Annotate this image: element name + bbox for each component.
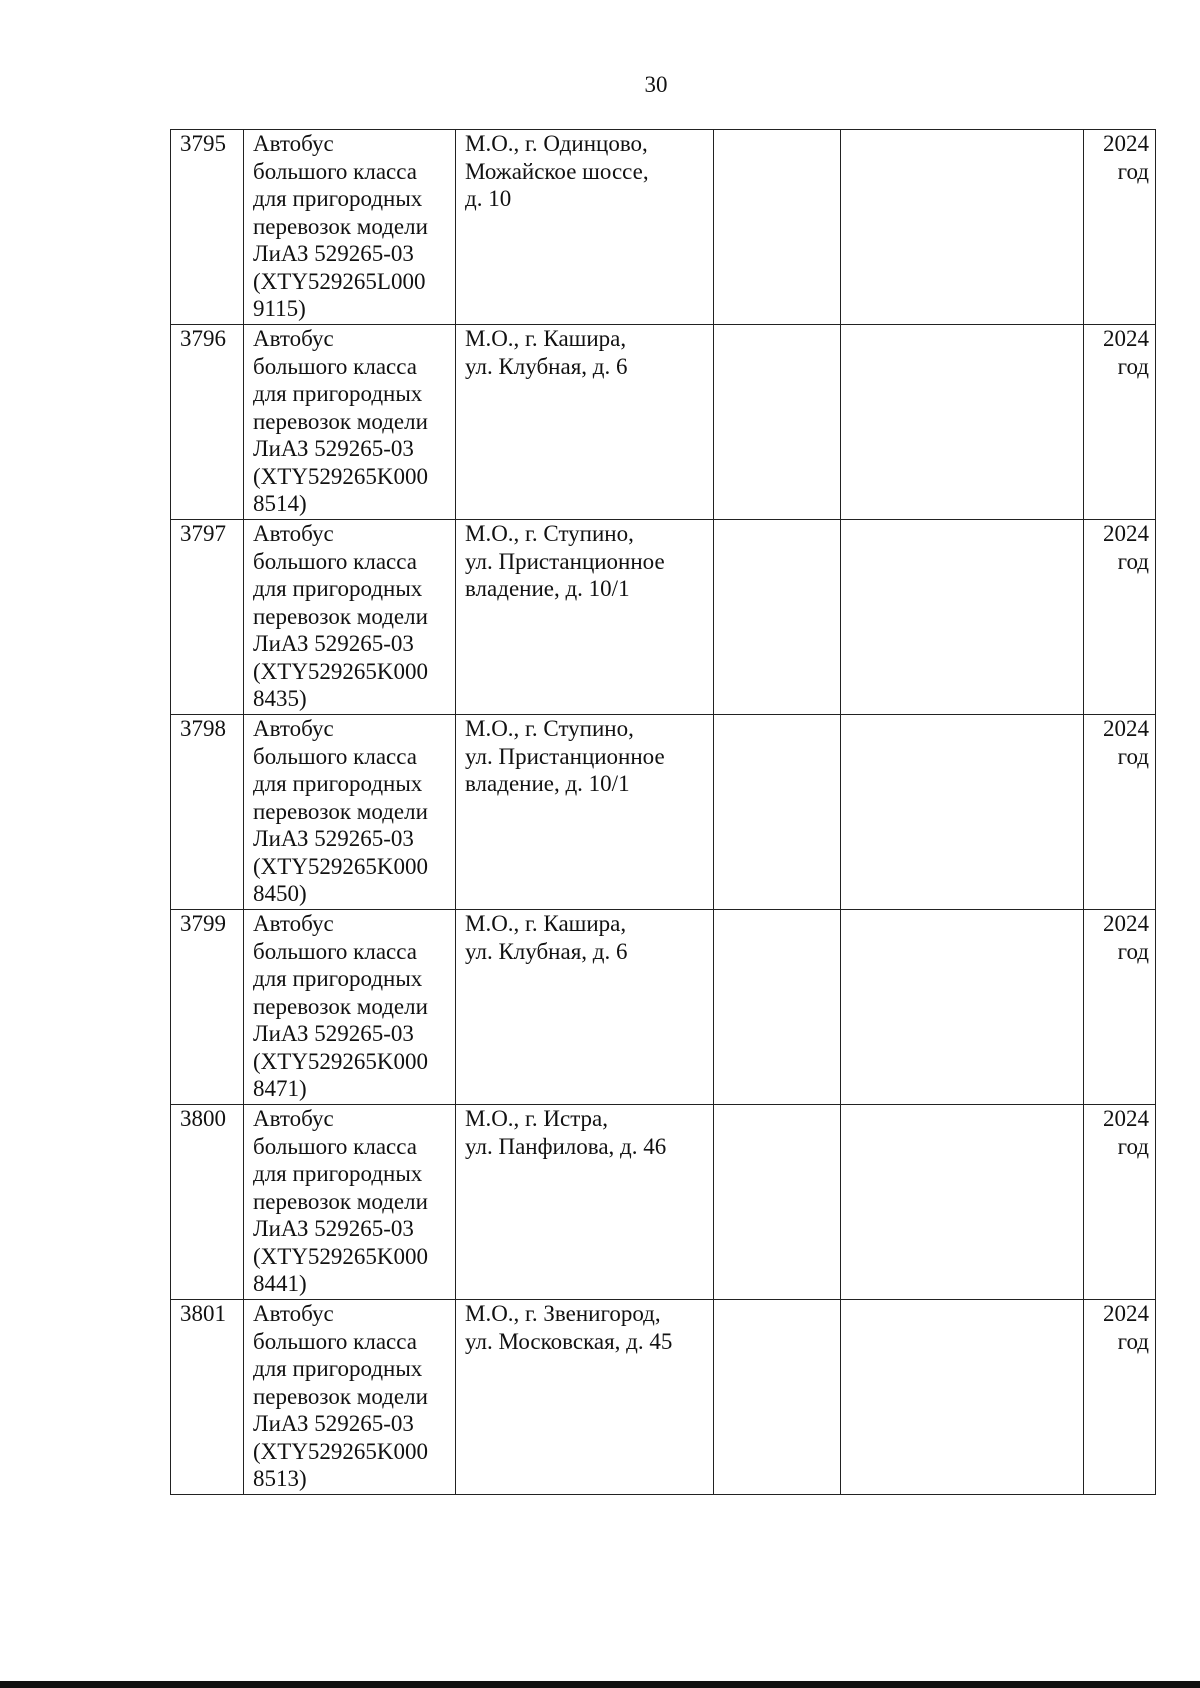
year-value: 2024: [1103, 521, 1149, 546]
vehicle-line: большого класса: [253, 1328, 417, 1354]
year-value: 2024: [1103, 1106, 1149, 1131]
row-number-cell: [171, 910, 244, 1105]
vehicle-line: (XTY529265L000: [253, 268, 426, 294]
row-number: 3797: [180, 521, 226, 546]
address-line: М.О., г. Ступино,: [465, 521, 634, 546]
address-cell: [456, 910, 714, 1105]
vehicle-line: Автобус: [253, 1106, 334, 1131]
vehicle-description-cell: [244, 715, 456, 910]
empty-cell: [714, 520, 841, 715]
year-cell: [1084, 910, 1156, 1105]
vehicle-line: для пригородных: [253, 186, 423, 211]
vehicle-line: Автобус: [253, 326, 334, 351]
vehicle-line: 8514): [253, 491, 307, 516]
empty-cell: [714, 1105, 841, 1300]
vehicle-description-cell: [244, 325, 456, 520]
vehicle-line: большого класса: [253, 548, 417, 574]
year-value: 2024: [1103, 1301, 1149, 1326]
vehicle-line: перевозок модели: [253, 603, 428, 629]
address-line: М.О., г. Одинцово,: [465, 131, 648, 156]
address-line: ул. Клубная, д. 6: [465, 938, 628, 964]
address-line: ул. Московская, д. 45: [465, 1328, 673, 1354]
empty-cell: [841, 910, 1084, 1105]
table-row: [171, 520, 1156, 715]
vehicle-line: Автобус: [253, 716, 334, 741]
vehicle-line: большого класса: [253, 743, 417, 769]
address-cell: [456, 520, 714, 715]
address-cell: [456, 325, 714, 520]
empty-cell: [714, 715, 841, 910]
year-cell: [1084, 1300, 1156, 1495]
vehicle-line: 8435): [253, 686, 307, 711]
empty-cell: [841, 520, 1084, 715]
empty-cell: [841, 715, 1084, 910]
vehicle-description-cell: [244, 130, 456, 325]
address-line: д. 10: [465, 186, 512, 211]
vehicle-description-cell: [244, 1300, 456, 1495]
address-line: Можайское шоссе,: [465, 158, 649, 184]
year-cell: [1084, 325, 1156, 520]
year-value: 2024: [1103, 716, 1149, 741]
vehicle-description-cell: [244, 520, 456, 715]
empty-cell: [714, 1300, 841, 1495]
vehicle-line: перевозок модели: [253, 1383, 428, 1409]
vehicle-line: (XTY529265K000: [253, 658, 429, 684]
vehicle-line: ЛиАЗ 529265-03: [253, 631, 414, 656]
row-number: 3800: [180, 1106, 226, 1131]
row-number: 3801: [180, 1301, 226, 1326]
year-unit: год: [1117, 158, 1149, 184]
empty-cell: [841, 1105, 1084, 1300]
row-number: 3795: [180, 131, 226, 156]
address-line: М.О., г. Истра,: [465, 1106, 609, 1131]
vehicle-line: для пригородных: [253, 1161, 423, 1186]
address-cell: [456, 130, 714, 325]
year-unit: год: [1117, 1328, 1149, 1354]
address-line: ул. Пристанционное: [465, 743, 665, 769]
vehicle-line: для пригородных: [253, 576, 423, 601]
vehicle-line: для пригородных: [253, 381, 423, 406]
year-unit: год: [1117, 548, 1149, 574]
vehicle-line: 9115): [253, 296, 306, 321]
address-line: владение, д. 10/1: [465, 576, 630, 601]
row-number: 3796: [180, 326, 226, 351]
row-number-cell: [171, 520, 244, 715]
vehicle-line: большого класса: [253, 938, 417, 964]
vehicle-line: ЛиАЗ 529265-03: [253, 241, 414, 266]
year-unit: год: [1117, 353, 1149, 379]
address-line: М.О., г. Звенигород,: [465, 1301, 661, 1326]
empty-cell: [841, 325, 1084, 520]
vehicle-line: (XTY529265K000: [253, 1243, 429, 1269]
vehicle-line: ЛиАЗ 529265-03: [253, 1216, 414, 1241]
empty-cell: [841, 130, 1084, 325]
vehicle-line: Автобус: [253, 131, 334, 156]
year-cell: [1084, 130, 1156, 325]
vehicle-line: ЛиАЗ 529265-03: [253, 436, 414, 461]
vehicle-line: ЛиАЗ 529265-03: [253, 1021, 414, 1046]
year-value: 2024: [1103, 326, 1149, 351]
vehicle-line: (XTY529265K000: [253, 463, 429, 489]
row-number-cell: [171, 715, 244, 910]
vehicle-line: (XTY529265K000: [253, 1438, 429, 1464]
vehicle-line: перевозок модели: [253, 993, 428, 1019]
address-line: М.О., г. Кашира,: [465, 326, 627, 351]
vehicle-line: ЛиАЗ 529265-03: [253, 826, 414, 851]
address-line: ул. Панфилова, д. 46: [465, 1133, 667, 1159]
vehicle-line: (XTY529265K000: [253, 1048, 429, 1074]
vehicle-line: перевозок модели: [253, 408, 428, 434]
vehicle-description-cell: [244, 1105, 456, 1300]
scan-bottom-edge: [0, 1681, 1200, 1688]
year-unit: год: [1117, 938, 1149, 964]
row-number-cell: [171, 1105, 244, 1300]
empty-cell: [841, 1300, 1084, 1495]
address-line: М.О., г. Ступино,: [465, 716, 634, 741]
address-line: М.О., г. Кашира,: [465, 911, 627, 936]
vehicle-description-cell: [244, 910, 456, 1105]
vehicle-line: 8471): [253, 1076, 307, 1101]
table-row: [171, 325, 1156, 520]
vehicle-register-table: [170, 129, 1156, 1495]
vehicle-line: (XTY529265K000: [253, 853, 429, 879]
year-unit: год: [1117, 1133, 1149, 1159]
vehicle-line: большого класса: [253, 353, 417, 379]
page-number: 30: [644, 72, 668, 97]
vehicle-line: ЛиАЗ 529265-03: [253, 1411, 414, 1436]
vehicle-line: для пригородных: [253, 1356, 423, 1381]
row-number: 3798: [180, 716, 226, 741]
vehicle-line: перевозок модели: [253, 798, 428, 824]
vehicle-line: для пригородных: [253, 771, 423, 796]
empty-cell: [714, 910, 841, 1105]
address-line: ул. Пристанционное: [465, 548, 665, 574]
table-body: [171, 130, 1156, 1495]
address-cell: [456, 1105, 714, 1300]
year-cell: [1084, 715, 1156, 910]
year-unit: год: [1117, 743, 1149, 769]
empty-cell: [714, 130, 841, 325]
table-row: [171, 715, 1156, 910]
table-row: [171, 910, 1156, 1105]
year-cell: [1084, 1105, 1156, 1300]
vehicle-line: 8513): [253, 1466, 307, 1491]
vehicle-line: перевозок модели: [253, 1188, 428, 1214]
address-line: владение, д. 10/1: [465, 771, 630, 796]
vehicle-line: 8441): [253, 1271, 307, 1296]
vehicle-line: Автобус: [253, 911, 334, 936]
row-number-cell: [171, 325, 244, 520]
table-row: [171, 1105, 1156, 1300]
vehicle-line: большого класса: [253, 1133, 417, 1159]
address-cell: [456, 1300, 714, 1495]
vehicle-line: перевозок модели: [253, 213, 428, 239]
address-line: ул. Клубная, д. 6: [465, 353, 628, 379]
year-value: 2024: [1103, 131, 1149, 156]
vehicle-line: большого класса: [253, 158, 417, 184]
vehicle-line: Автобус: [253, 1301, 334, 1326]
table-row: [171, 130, 1156, 325]
table-row: [171, 1300, 1156, 1495]
empty-cell: [714, 325, 841, 520]
year-cell: [1084, 520, 1156, 715]
vehicle-line: 8450): [253, 881, 307, 906]
address-cell: [456, 715, 714, 910]
row-number-cell: [171, 1300, 244, 1495]
vehicle-line: для пригородных: [253, 966, 423, 991]
row-number: 3799: [180, 911, 226, 936]
vehicle-line: Автобус: [253, 521, 334, 546]
row-number-cell: [171, 130, 244, 325]
year-value: 2024: [1103, 911, 1149, 936]
